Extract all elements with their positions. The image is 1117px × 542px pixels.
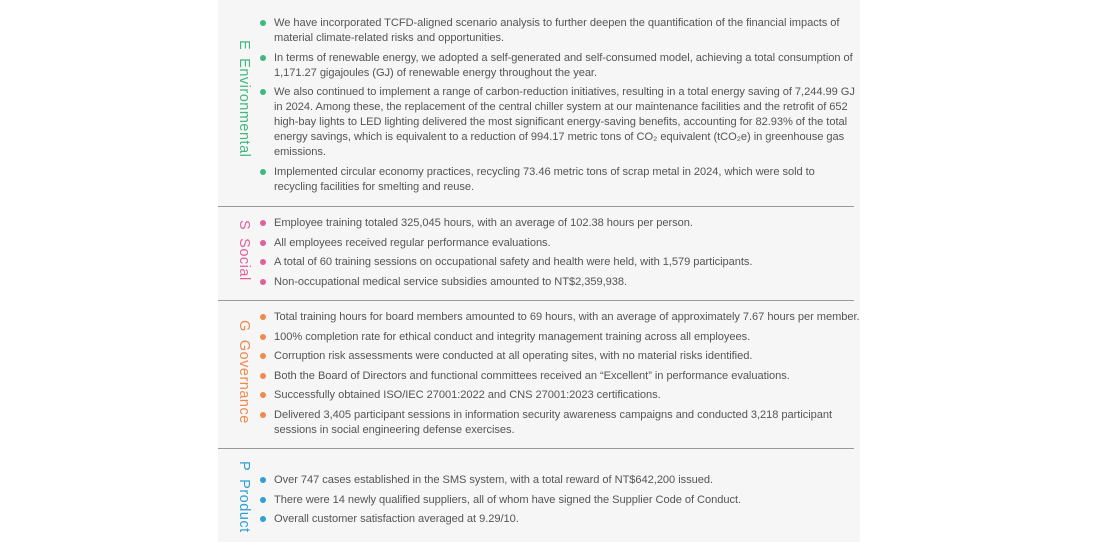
bullet-icon <box>260 89 266 95</box>
environmental-list <box>274 16 860 199</box>
bullet-icon <box>260 259 266 265</box>
list-item: Both the Board of Directors and functional committees received an “Excellent” in performance evaluations. <box>274 369 860 384</box>
product-list <box>274 473 860 532</box>
list-item: We also continued to implement a range of carbon-reduction initiatives, resulting in a total energy saving of 7,244.99 GJ in 2024. Among these, the replacement of the central chiller system at our maintenance facilities and the retrofit of 652 high-bay lights to LED lighting delivered the most significant energy-saving benefits, accounting for 82.93% of the total energy savings, which is equivalent to a reduction of 994.17 metric tons of CO₂ equivalent (tCO₂e) in greenhouse gas emissions. <box>274 85 860 160</box>
bullet-icon <box>260 497 266 503</box>
bullet-icon <box>260 373 266 379</box>
section-title: Environmental <box>236 58 252 158</box>
list-item: Corruption risk assessments were conducted at all operating sites, with no material risks identified. <box>274 349 860 364</box>
section-label-product <box>236 461 252 533</box>
list-item: A total of 60 training sessions on occupational safety and health were held, with 1,579 participants. <box>274 255 860 270</box>
section-divider <box>218 300 854 301</box>
bullet-icon <box>260 55 266 61</box>
list-item: Implemented circular economy practices, recycling 73.46 metric tons of scrap metal in 2024, which were sold to recycling facilities for smelting and reuse. <box>274 165 860 195</box>
section-environmental <box>218 16 860 198</box>
section-title: Social <box>236 238 252 281</box>
list-item: Over 747 cases established in the SMS system, with a total reward of NT$642,200 issued. <box>274 473 860 488</box>
list-item: Total training hours for board members amounted to 69 hours, with an average of approximately 7.67 hours per member. <box>274 310 860 325</box>
bullet-icon <box>260 392 266 398</box>
section-letter: S <box>236 220 252 231</box>
section-label-social <box>236 220 252 281</box>
bullet-icon <box>260 412 266 418</box>
section-social <box>218 216 860 296</box>
bullet-icon <box>260 279 266 285</box>
bullet-icon <box>260 240 266 246</box>
section-divider <box>218 206 854 207</box>
bullet-icon <box>260 477 266 483</box>
list-item: Overall customer satisfaction averaged at 9.29/10. <box>274 512 860 527</box>
bullet-icon <box>260 516 266 522</box>
bullet-icon <box>260 334 266 340</box>
bullet-icon <box>260 353 266 359</box>
list-item: In terms of renewable energy, we adopted a self-generated and self-consumed model, achieving a total consumption of 1,171.27 gigajoules (GJ) of renewable energy throughout the year. <box>274 51 860 81</box>
list-item: Employee training totaled 325,045 hours, with an average of 102.38 hours per person. <box>274 216 860 231</box>
list-item: 100% completion rate for ethical conduct and integrity management training across all employees. <box>274 330 860 345</box>
list-item: Delivered 3,405 participant sessions in information security awareness campaigns and conducted 3,218 participant sessions in social engineering defense exercises. <box>274 408 860 438</box>
bullet-icon <box>260 169 266 175</box>
list-item: We have incorporated TCFD-aligned scenario analysis to further deepen the quantification of the financial impacts of material climate-related risks and opportunities. <box>274 16 860 46</box>
list-item: Successfully obtained ISO/IEC 27001:2022 and CNS 27001:2023 certifications. <box>274 388 860 403</box>
section-product <box>218 461 860 539</box>
list-item: Non-occupational medical service subsidies amounted to NT$2,359,938. <box>274 275 860 290</box>
section-title: Governance <box>236 339 252 424</box>
list-item: All employees received regular performance evaluations. <box>274 236 860 251</box>
bullet-icon <box>260 20 266 26</box>
section-governance <box>218 310 860 440</box>
social-list <box>274 216 860 294</box>
bullet-icon <box>260 314 266 320</box>
section-letter: E <box>236 40 252 51</box>
governance-list <box>274 310 860 442</box>
section-title: Product <box>236 479 252 533</box>
section-letter: G <box>236 320 252 332</box>
bullet-icon <box>260 220 266 226</box>
section-letter: P <box>236 461 252 472</box>
section-label-environmental <box>236 40 252 157</box>
list-item: There were 14 newly qualified suppliers, all of whom have signed the Supplier Code of Conduct. <box>274 493 860 508</box>
section-divider <box>218 448 854 449</box>
section-label-governance <box>236 320 252 424</box>
